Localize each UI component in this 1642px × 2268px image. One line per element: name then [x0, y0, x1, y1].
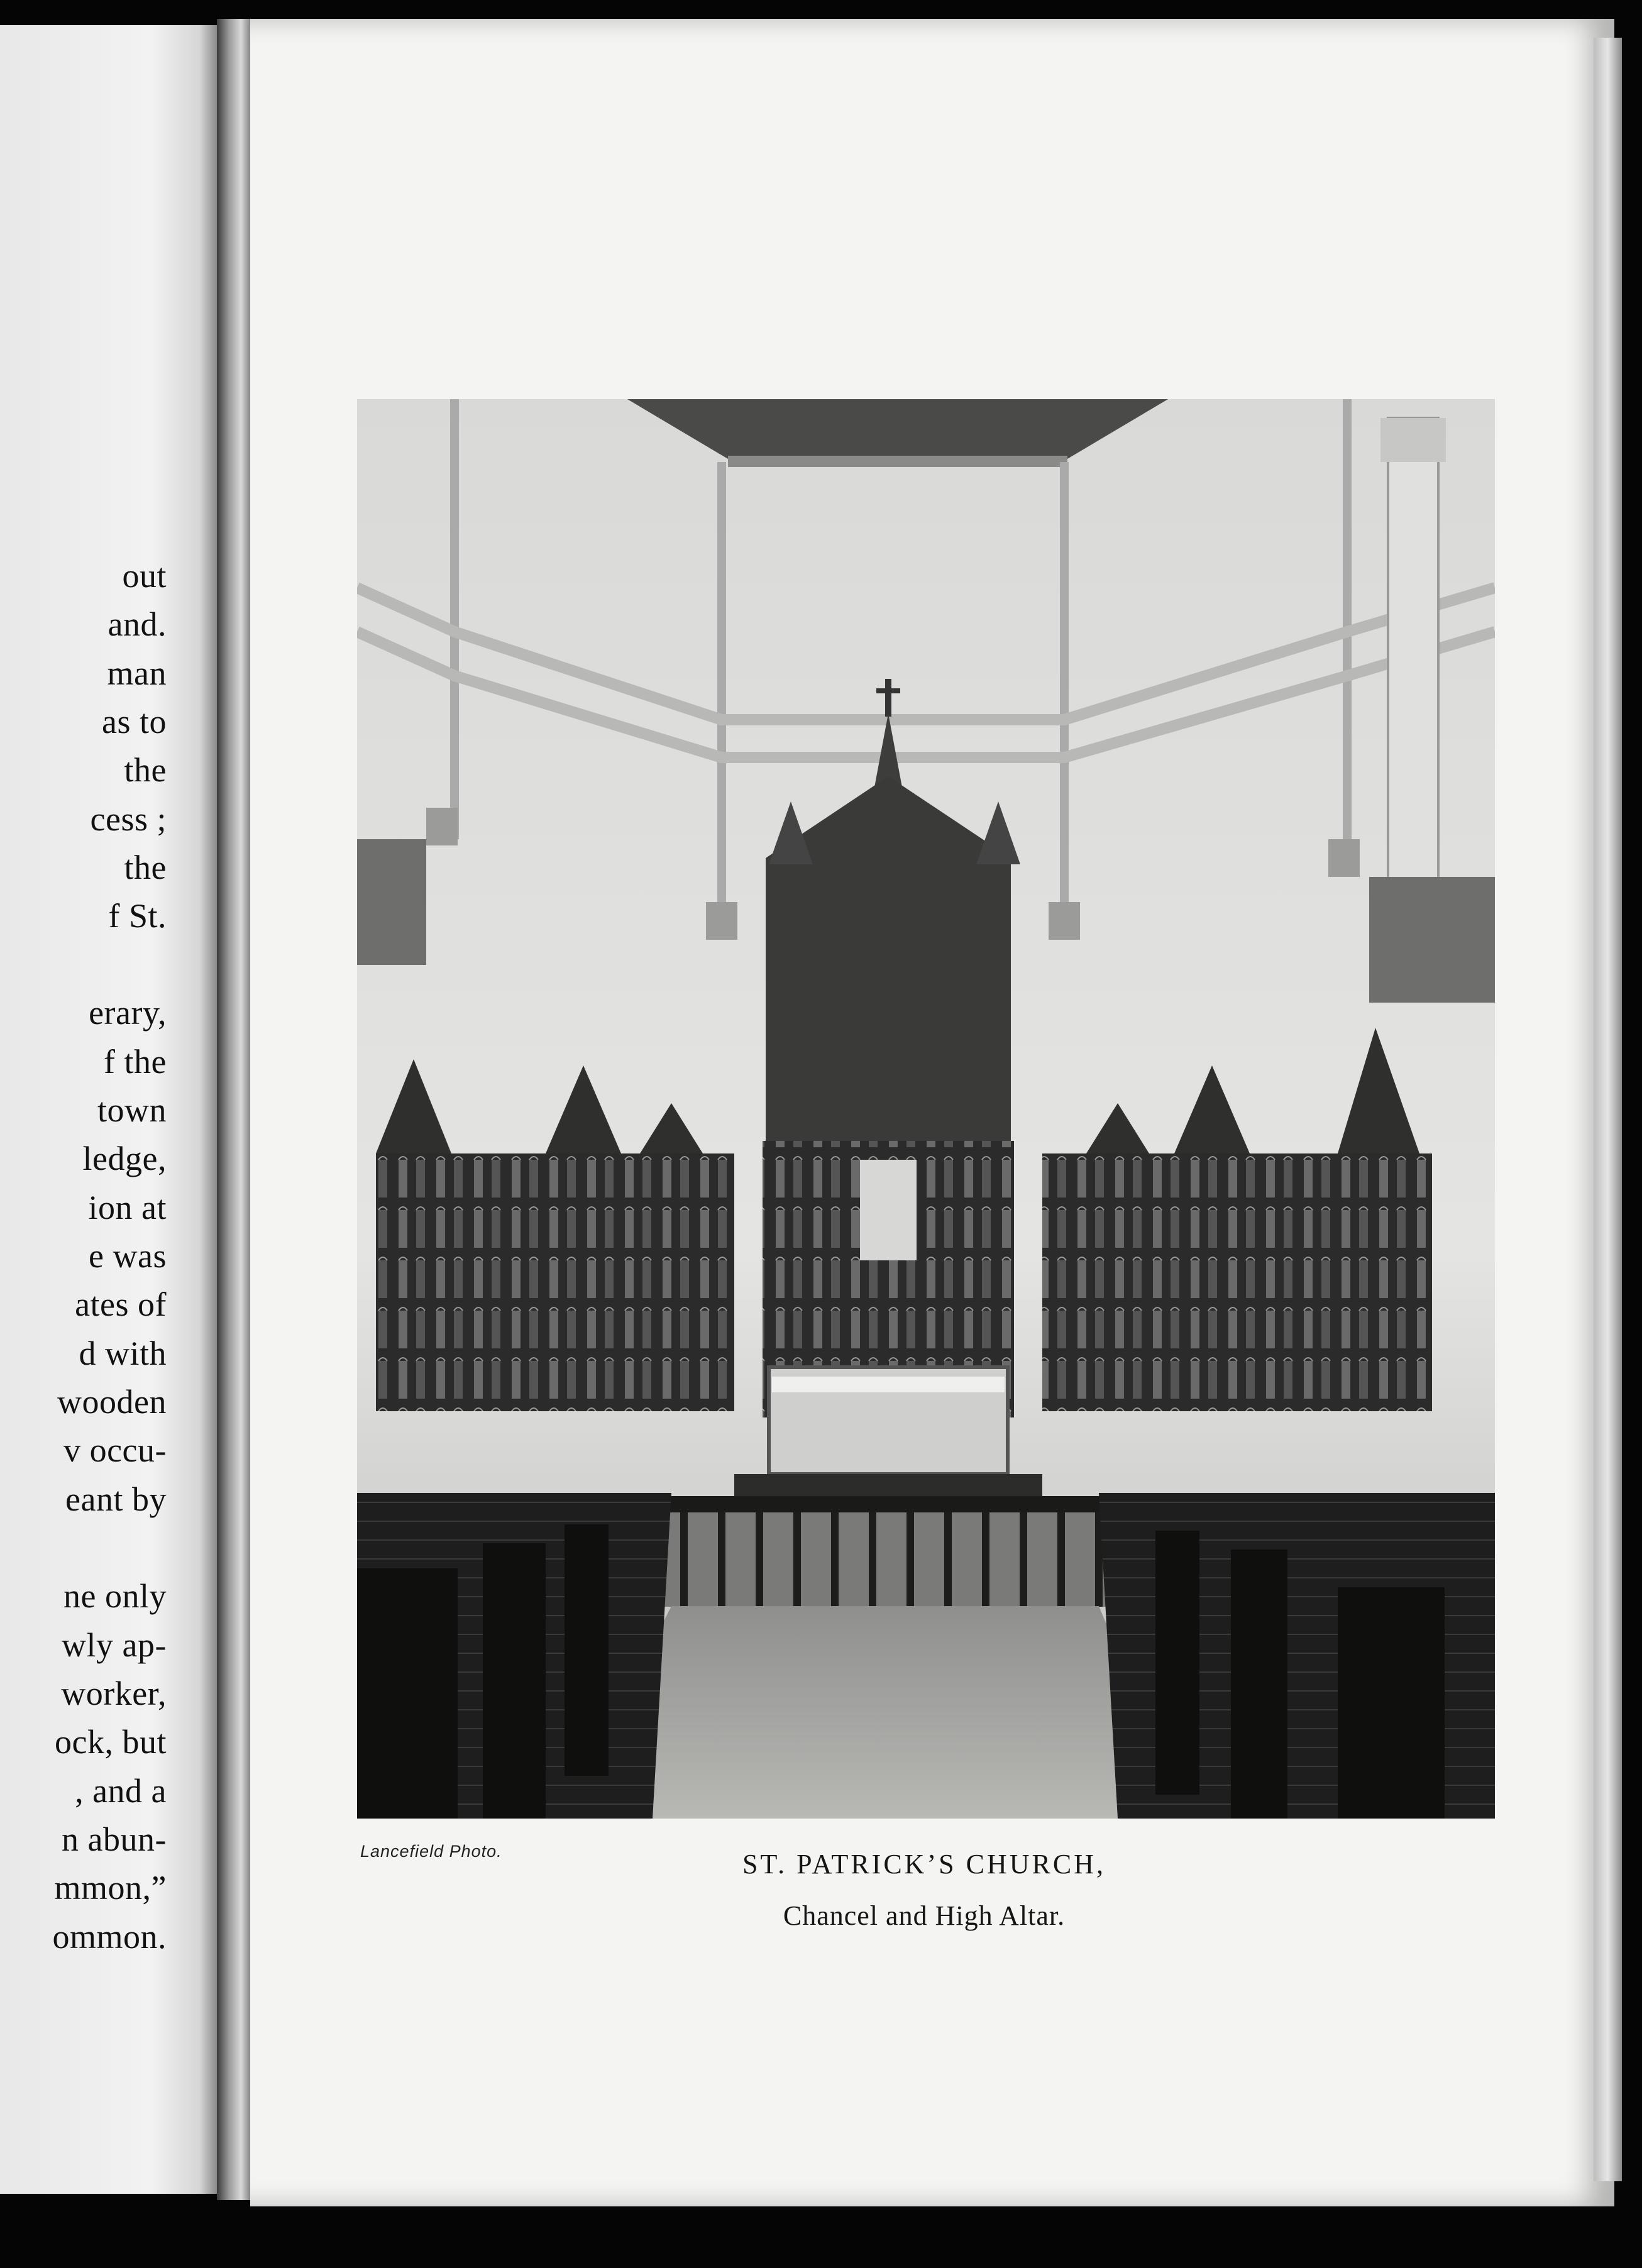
left-page-text-line: , and a	[75, 1772, 167, 1810]
left-page-text-line: ne only	[63, 1577, 167, 1615]
left-page-text-line: n abun-	[62, 1820, 167, 1858]
left-page-text-line: out	[122, 557, 167, 595]
left-page-text-line: cess ;	[90, 800, 167, 838]
left-page-text-line: ates of	[75, 1285, 167, 1323]
caption-title: ST. PATRICK’S CHURCH,	[742, 1849, 1106, 1880]
photo-credit: Lancefield Photo.	[360, 1842, 502, 1861]
left-page-text-line: and.	[107, 605, 167, 643]
caption-subtitle: Chancel and High Altar.	[783, 1900, 1066, 1931]
church-interior-photo	[357, 399, 1495, 1819]
left-page-text-line: ommon.	[52, 1918, 167, 1956]
left-page-text-line: e was	[89, 1237, 167, 1275]
left-page-text-line: f St.	[108, 897, 167, 935]
left-page-text-line: ock, but	[55, 1723, 167, 1761]
left-page-text-line: f the	[104, 1043, 167, 1081]
left-page-text-line: as to	[102, 703, 167, 740]
left-page-text-line: mmon,”	[54, 1869, 167, 1907]
left-page-text-line: the	[124, 751, 167, 789]
left-page-text-line: the	[124, 849, 167, 886]
left-page-text-line: ion at	[88, 1189, 167, 1226]
left-page-text-line: worker,	[61, 1675, 167, 1712]
left-page-text-line: wooden	[57, 1383, 167, 1421]
left-page-text-line: erary,	[89, 994, 167, 1032]
left-page	[0, 25, 217, 2194]
left-page-text-line: ledge,	[82, 1140, 167, 1177]
left-page-text-line: wly ap-	[62, 1626, 167, 1664]
left-page-text-line: eant by	[65, 1480, 167, 1518]
left-page-text-line: town	[97, 1091, 167, 1129]
page-edge	[1594, 38, 1622, 2181]
book-gutter	[217, 19, 251, 2200]
left-page-text-line: d with	[79, 1335, 167, 1372]
left-page-text-line: v occu-	[63, 1431, 167, 1469]
left-page-text-line: man	[107, 654, 167, 692]
